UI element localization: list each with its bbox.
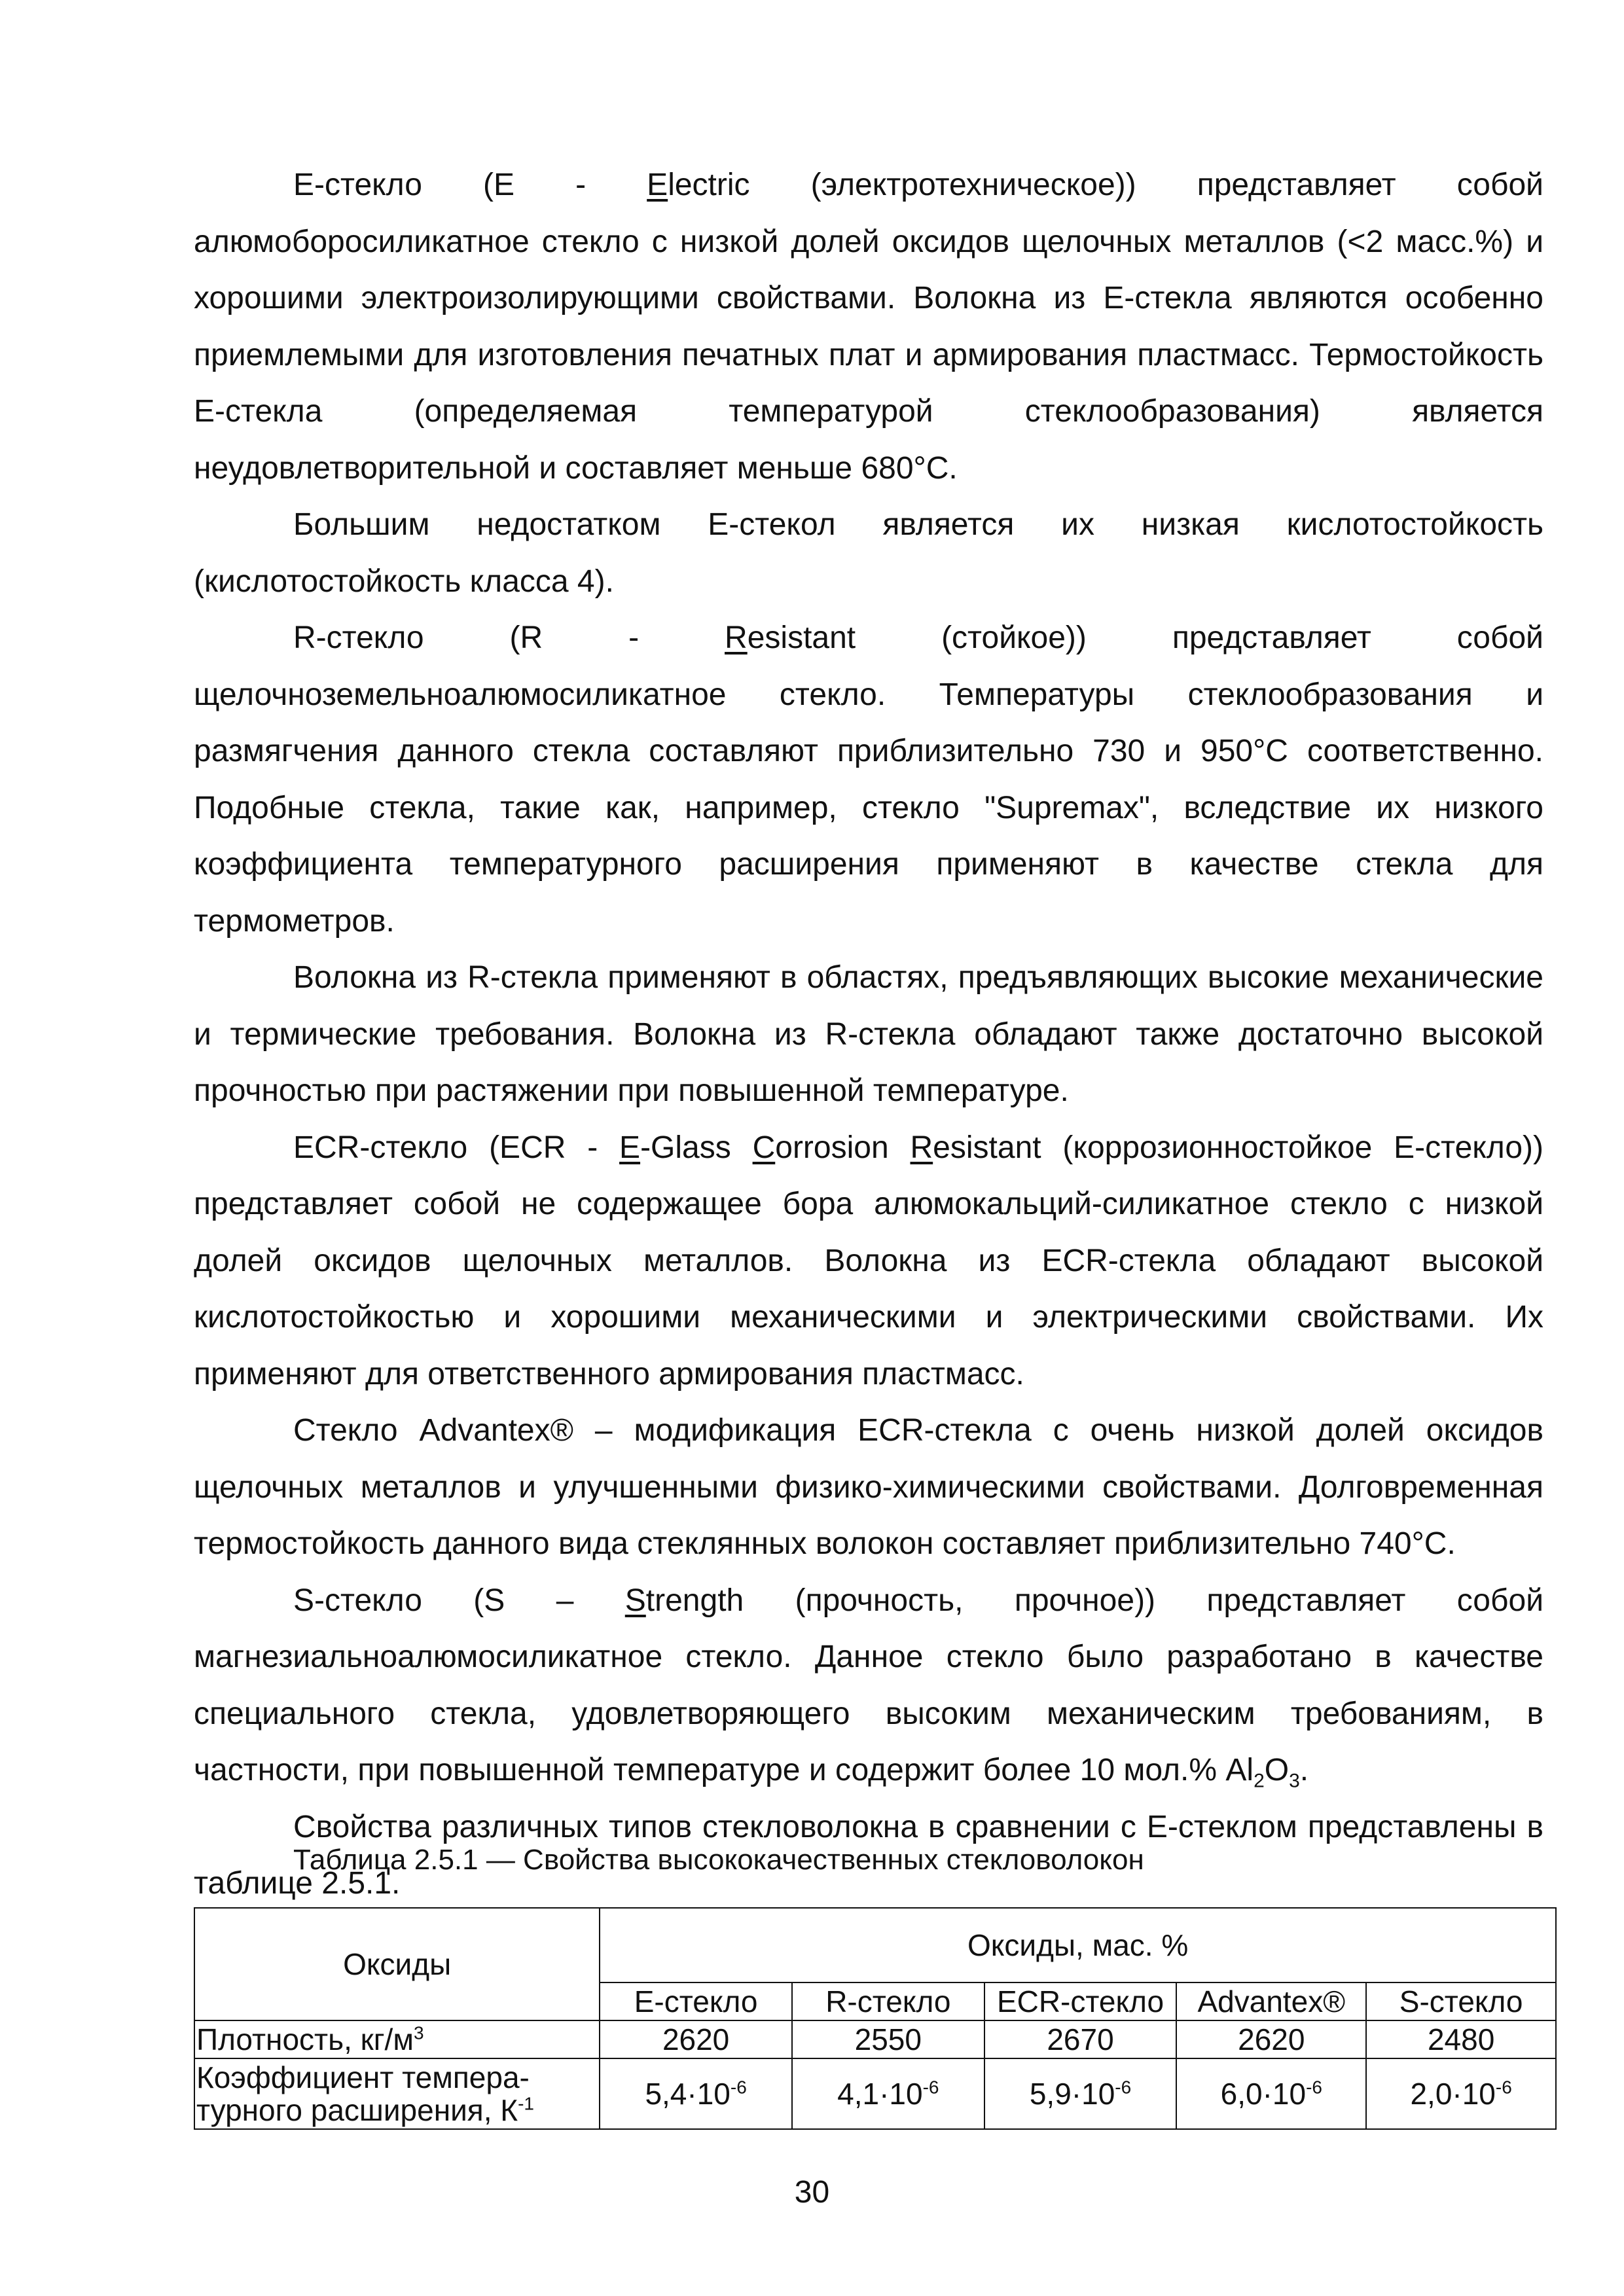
superscript: -6 <box>730 2077 747 2098</box>
superscript: -1 <box>518 2093 534 2114</box>
column-header: R-стекло <box>792 1982 984 2020</box>
subscript: 2 <box>1254 1770 1265 1792</box>
superscript: -6 <box>1306 2077 1322 2098</box>
column-header: ECR-стекло <box>984 1982 1177 2020</box>
text-run: trength (прочность, прочное)) представляет собой магнезиальноалюмосиликатное стекло. Данное стекло было разработано в качестве специального стекла, удовлетворяющего высоким механическим требованиям, в частности, при повышенной температуре и содержит более 10 мол.% Al <box>194 1583 1543 1787</box>
text-run: lectric (электротехническое)) представляет собой алюмоборосиликатное стекло с низкой долей оксидов щелочных металлов (<2 масс.%) и хорошими электроизолирующими свойствами. Волокна из Е-стекла являются особенно приемлемыми для изготовления печатных плат и армирования пластмасс. Термостойкость Е-стекла (определяемая температурой стеклообразования) является неудовлетворительной и составляет меньше 680°С. <box>194 168 1543 486</box>
table-header-row <box>194 1908 1556 1982</box>
text-run: orrosion <box>775 1130 911 1165</box>
table-row-density <box>194 2020 1556 2058</box>
header-oxides: Оксиды <box>194 1908 600 2020</box>
cell-value: 4,1·10 <box>837 2077 923 2111</box>
text-run: esistant (стойкое)) представляет собой щелочноземельноалюмосиликатное стекло. Температуры стеклообразования и размягчения данного стекла составляют приблизительно 730 и 950°С соответственно. Подобные стекла, такие как, например, стекло "Supremax", вследствие их низкого коэффициента температурного расширения применяют в качестве стекла для термометров. <box>194 620 1543 939</box>
paragraph-table-intro: Свойства различных типов стекловолокна в сравнении с Е-стеклом представлены в таблице 2.5.1. <box>194 1809 1543 1901</box>
subscript: 3 <box>1289 1770 1300 1792</box>
page-number: 30 <box>794 2175 830 2210</box>
table-cell <box>600 2058 792 2129</box>
table-cell: 2620 <box>1176 2020 1366 2058</box>
column-header: Advantex® <box>1176 1982 1366 2020</box>
row-label-expansion <box>194 2058 600 2129</box>
table-caption: Таблица 2.5.1 — Свойства высококачественных стекловолокон <box>293 1844 1144 1876</box>
header-group: Оксиды, мас. % <box>600 1908 1556 1982</box>
table-cell: 2480 <box>1366 2020 1556 2058</box>
superscript: -6 <box>1115 2077 1132 2098</box>
superscript: 3 <box>413 2022 424 2043</box>
cell-value: 5,9·10 <box>1029 2077 1115 2111</box>
row-label-text: турного расширения, К <box>196 2093 518 2127</box>
table-cell: 2670 <box>984 2020 1177 2058</box>
table-cell <box>1366 2058 1556 2129</box>
paragraph-e-glass-drawback: Большим недостатком Е-стекол является их низкая кислотостойкость (кислотостойкость класса 4). <box>194 507 1543 599</box>
underlined-letter: E <box>619 1130 641 1165</box>
superscript: -6 <box>1495 2077 1512 2098</box>
text-run: . <box>1299 1753 1309 1787</box>
column-header: S-стекло <box>1366 1982 1556 2020</box>
table-cell <box>1176 2058 1366 2129</box>
paragraph-advantex: Стекло Advantex® – модификация ECR-стекла с очень низкой долей оксидов щелочных металлов и улучшенными физико-химическими свойствами. Долговременная термостойкость данного вида стеклянных волокон составляет приблизительно 740°С. <box>194 1413 1543 1561</box>
table-cell <box>984 2058 1177 2129</box>
body-text <box>194 157 1543 1912</box>
paragraph-e-glass <box>194 157 1543 497</box>
text-run: Е-стекло (E - <box>293 168 647 202</box>
cell-value: 5,4·10 <box>645 2077 731 2111</box>
row-label-text: Коэффициент темпера- <box>196 2060 530 2094</box>
text-run: -Glass <box>640 1130 753 1165</box>
table-row-expansion <box>194 2058 1556 2129</box>
row-label-text: Плотность, кг/м <box>196 2022 414 2056</box>
cell-value: 6,0·10 <box>1220 2077 1307 2111</box>
underlined-letter: E <box>647 168 668 202</box>
underlined-letter: C <box>752 1130 776 1165</box>
cell-value: 2,0·10 <box>1410 2077 1496 2111</box>
row-label-density <box>194 2020 600 2058</box>
text-run: esistant (коррозионностойкое Е-стекло)) представляет собой не содержащее бора алюмокальций-силикатное стекло с низкой долей оксидов щелочных металлов. Волокна из ECR-стекла обладают высокой кислотостойкостью и хорошими механическими и электрическими свойствами. Их применяют для ответственного армирования пластмасс. <box>194 1130 1544 1391</box>
column-header: Е-стекло <box>600 1982 792 2020</box>
text-run: R-стекло (R - <box>293 620 725 655</box>
underlined-letter: R <box>725 620 748 655</box>
paragraph-s-glass <box>194 1573 1543 1799</box>
paragraph-r-glass-fibers: Волокна из R-стекла применяют в областях, предъявляющих высокие механические и термические требования. Волокна из R-стекла обладают также достаточно высокой прочностью при растяжении при повышенной температуре. <box>194 960 1543 1108</box>
paragraph-r-glass <box>194 610 1543 950</box>
properties-table <box>194 1907 1557 2130</box>
table-cell: 2550 <box>792 2020 984 2058</box>
underlined-letter: R <box>910 1130 933 1165</box>
table-cell: 2620 <box>600 2020 792 2058</box>
superscript: -6 <box>922 2077 939 2098</box>
text-run: S-стекло (S – <box>293 1583 625 1618</box>
text-run: ECR-стекло (ECR - <box>293 1130 620 1165</box>
text-run: O <box>1264 1753 1290 1787</box>
underlined-letter: S <box>624 1583 646 1618</box>
table-cell <box>792 2058 984 2129</box>
paragraph-ecr-glass <box>194 1120 1543 1403</box>
